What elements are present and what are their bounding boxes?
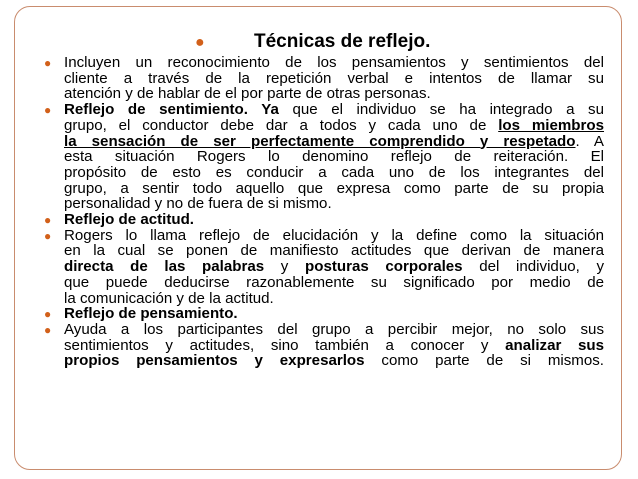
bold-phrase: directa de las palabras xyxy=(64,258,265,276)
text-run: grupo, el conductor debe dar a todos y cada uno de xyxy=(64,116,499,134)
bold-underlined-phrase: la sensación de ser perfectamente comprendido y respetado xyxy=(64,132,576,150)
bold-phrase: posturas corporales xyxy=(305,258,463,276)
slide-title: Técnicas de reflejo. xyxy=(254,31,431,52)
text-line: Rogers lo llama reflejo de elucidación y la define como la situación xyxy=(64,226,604,244)
text-run: que el individuo se ha integrado a su xyxy=(278,101,604,119)
text-line: grupo, a sentir todo aquello que expresa como parte de su propia xyxy=(64,179,604,197)
bold-phrase: propios pensamientos y expresarlos xyxy=(64,352,365,370)
bullet-item-rogers-elucidacion xyxy=(44,228,604,307)
text-run: sentimientos y actitudes, sino también a conocer y xyxy=(64,336,506,354)
slide-content xyxy=(44,55,604,369)
text-run: y xyxy=(264,258,305,276)
bullet-icon: ● xyxy=(44,228,52,243)
text-line: esta situación Rogers lo denomino reflejo de reiteración. El xyxy=(64,148,604,166)
bold-heading: Reflejo de pensamiento. xyxy=(64,305,238,323)
text-line: Ayuda a los participantes del grupo a percibir mejor, no solo sus xyxy=(64,320,604,338)
bullet-icon: ● xyxy=(44,56,52,70)
text-line xyxy=(64,118,604,134)
text-line: en la cual se ponen de manifiesto actitudes que derivan de manera xyxy=(64,242,604,260)
text-run: del individuo, y xyxy=(462,258,604,276)
text-line xyxy=(64,102,604,118)
text-line: personalidad y no de fuera de si mismo. xyxy=(64,195,332,213)
text-line: propósito de esto es conducir a cada uno de los integrantes del xyxy=(64,163,604,181)
bold-phrase: analizar sus xyxy=(505,336,604,354)
title-bullet-icon: ● xyxy=(195,34,205,51)
bullet-item-reflejo-pensamiento xyxy=(44,306,604,322)
bold-heading: Reflejo de actitud. xyxy=(64,211,194,229)
bold-underlined-phrase: los miembros xyxy=(498,116,605,134)
text-line xyxy=(64,338,604,354)
bullet-icon: ● xyxy=(44,103,52,118)
bold-heading: Reflejo de sentimiento. Ya xyxy=(64,101,279,119)
bullet-item-reconocimiento xyxy=(44,55,604,102)
text-line: cliente a través de la repetición verbal e intentos de llamar su xyxy=(64,69,604,87)
bullet-icon: ● xyxy=(44,322,52,337)
text-run: . A xyxy=(575,132,604,150)
text-line xyxy=(64,353,604,369)
text-run: como parte de si mismos. xyxy=(364,352,604,370)
bullet-item-reflejo-actitud xyxy=(44,212,604,228)
text-line: que puede deducirse razonablemente su significado por medio de xyxy=(64,273,604,291)
text-line xyxy=(64,134,604,150)
text-line: atención y de hablar de el por parte de otras personas. xyxy=(64,85,431,103)
text-line: Incluyen un reconocimiento de los pensamientos y sentimientos del xyxy=(64,54,604,71)
text-line: la comunicación y de la actitud. xyxy=(64,289,274,307)
bullet-icon: ● xyxy=(44,213,52,228)
bullet-icon: ● xyxy=(44,307,52,322)
bullet-item-reflejo-sentimiento xyxy=(44,102,604,212)
bullet-item-ayuda-participantes xyxy=(44,322,604,369)
text-line xyxy=(64,259,604,275)
